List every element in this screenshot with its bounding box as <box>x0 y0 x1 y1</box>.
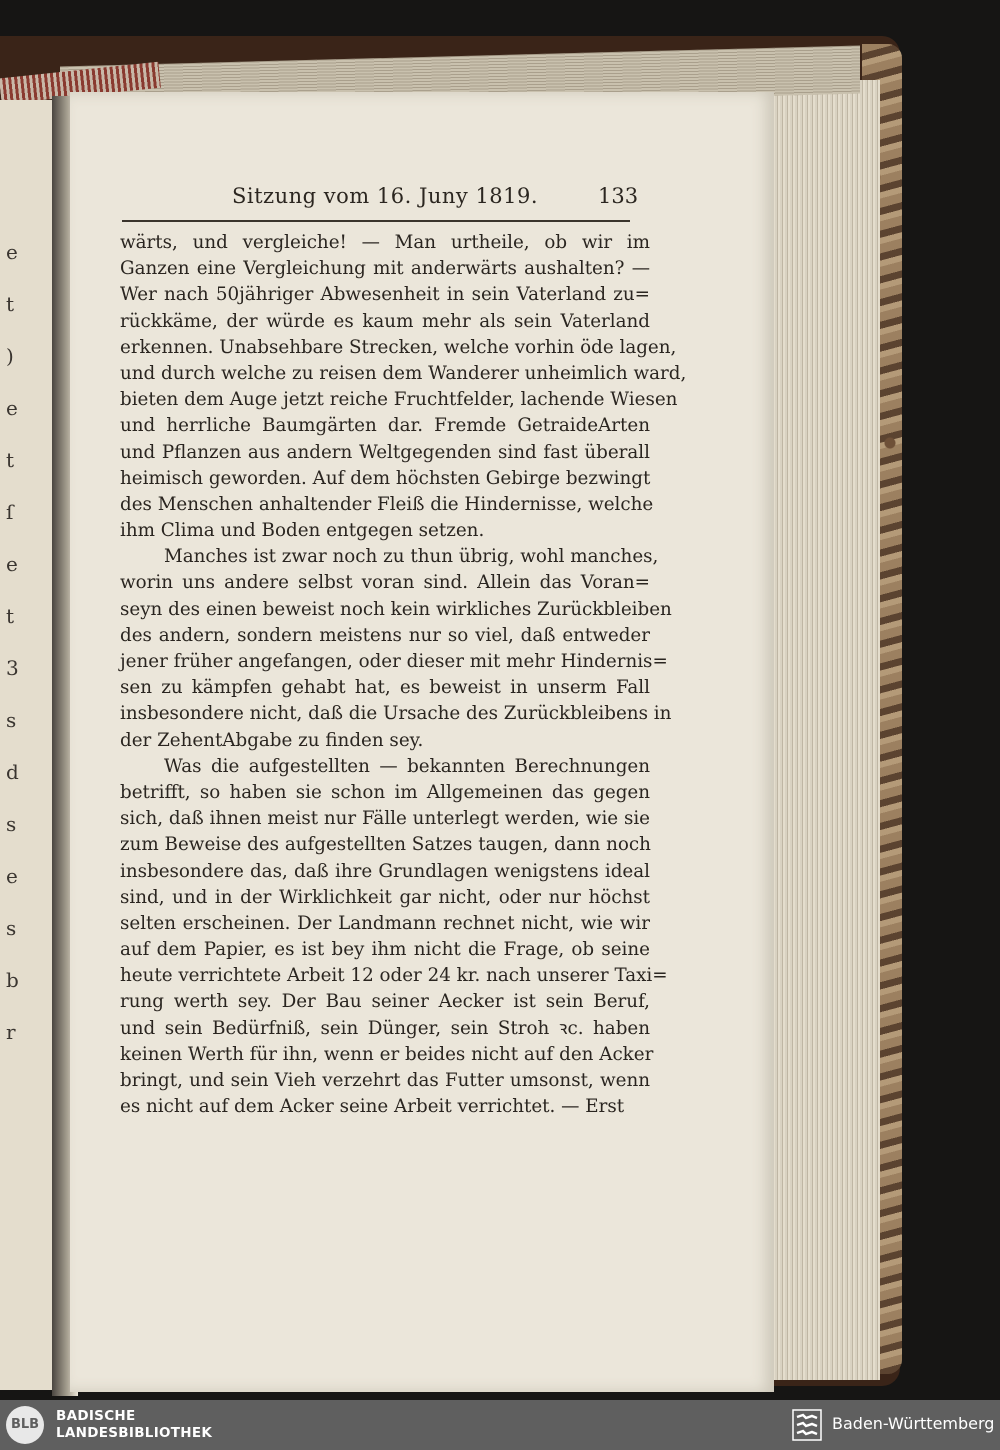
text-line: insbesondere das, daß ihre Grundlagen wenigstens ideal <box>120 860 650 882</box>
running-head: Sitzung vom 16. Juny 1819. <box>232 184 539 208</box>
library-name[interactable] <box>56 1408 212 1442</box>
text-line: rückkäme, der würde es kaum mehr als sein Vaterland <box>120 310 650 332</box>
text-line: Wer nach 50jähriger Abwesenheit in sein Vaterland zu= <box>120 284 650 306</box>
left-page-fragment: s <box>6 916 17 940</box>
text-line: rung werth sey. Der Bau seiner Aecker ist sein Beruf, <box>120 991 650 1013</box>
text-line: Was die aufgestellten — bekannten Berechnungen <box>164 755 650 777</box>
text-line: betrifft, so haben sie schon im Allgemeinen das gegen <box>120 781 650 803</box>
text-line: der ZehentAbgabe zu finden sey. <box>120 729 424 751</box>
text-line: sind, und in der Wirklichkeit gar nicht, oder nur höchst <box>120 886 650 908</box>
text-line: auf dem Papier, es ist bey ihm nicht die Frage, ob seine <box>120 939 650 961</box>
text-line: sen zu kämpfen gehabt hat, es beweist in unserm Fall <box>120 677 650 699</box>
left-page-fragment: t <box>6 604 15 628</box>
left-page-fragment: t <box>6 448 15 472</box>
text-line: ihm Clima und Boden entgegen setzen. <box>120 520 485 542</box>
page-number: 133 <box>598 184 639 208</box>
left-page-fragment: e <box>6 864 18 888</box>
text-line: jener früher angefangen, oder dieser mit mehr Hindernis= <box>120 651 668 672</box>
left-page-fragment: e <box>6 552 18 576</box>
text-line: und sein Bedürfniß, sein Dünger, sein Stroh ꝛc. haben <box>120 1017 650 1039</box>
text-line: worin uns andere selbst voran sind. Allein das Voran= <box>120 572 650 594</box>
left-page-fragment: e <box>6 240 18 264</box>
left-page-fragment: e <box>6 396 18 420</box>
body-text <box>120 230 687 1120</box>
text-line: Manches ist zwar noch zu thun übrig, wohl manches, <box>164 546 659 568</box>
text-line: seyn des einen beweist noch kein wirkliches Zurückbleiben <box>120 598 672 620</box>
left-page-fragment: s <box>6 812 17 836</box>
text-line: selten erscheinen. Der Landmann rechnet nicht, wie wir <box>120 912 650 934</box>
text-line: wärts, und vergleiche! — Man urtheile, ob wir im <box>120 232 650 253</box>
text-line: des andern, sondern meistens nur so viel, daß entweder <box>120 624 650 646</box>
text-line: Ganzen eine Vergleichung mit anderwärts aushalten? — <box>120 258 650 280</box>
text-line: heute verrichtete Arbeit 12 oder 24 kr. nach unserer Taxi= <box>120 965 668 987</box>
left-page-fragment: ) <box>6 344 14 368</box>
text-line: bringt, und sein Vieh verzehrt das Futter umsonst, wenn <box>120 1070 650 1091</box>
left-page-fragment: s <box>6 708 17 732</box>
blb-logo[interactable]: BLB <box>6 1406 44 1444</box>
left-page-fragment: b <box>6 968 19 992</box>
text-line: insbesondere nicht, daß die Ursache des Zurückbleibens in <box>120 703 672 725</box>
left-page-fragment: d <box>6 760 19 784</box>
text-line: sich, daß ihnen meist nur Fälle unterlegt werden, wie sie <box>120 808 650 830</box>
text-line: und Pflanzen aus andern Weltgegenden sind fast überall <box>120 441 650 463</box>
left-page-fragment: t <box>6 292 15 316</box>
state-name[interactable]: Baden-Württemberg <box>832 1414 995 1433</box>
text-line: heimisch geworden. Auf dem höchsten Gebirge bezwingt <box>120 467 651 489</box>
text-line: und durch welche zu reisen dem Wanderer unheimlich ward, <box>120 362 687 384</box>
text-line: und herrliche Baumgärten dar. Fremde GetraideArten <box>120 415 650 437</box>
header-rule <box>122 220 630 222</box>
text-line: bieten dem Auge jetzt reiche Fruchtfelder, lachende Wiesen <box>120 389 678 411</box>
state-emblem-icon[interactable] <box>792 1408 822 1442</box>
text-line: keinen Werth für ihn, wenn er beides nicht auf den Acker <box>120 1043 654 1065</box>
page-block-edge <box>770 80 880 1380</box>
text-line: erkennen. Unabsehbare Strecken, welche vorhin öde lagen, <box>120 336 677 358</box>
text-line: es nicht auf dem Acker seine Arbeit verrichtet. — Erst <box>120 1096 625 1118</box>
library-name-line1: BADISCHE <box>56 1408 136 1424</box>
left-page-fragment: ſ <box>6 500 14 524</box>
text-line: zum Beweise des aufgestellten Satzes taugen, dann noch <box>120 834 651 856</box>
left-page-fragment: 3 <box>6 656 19 680</box>
text-line: des Menschen anhaltender Fleiß die Hindernisse, welche <box>120 493 654 515</box>
left-page-fragment: r <box>6 1020 16 1044</box>
footer-bar <box>0 1400 1000 1450</box>
library-name-line2: LANDESBIBLIOTHEK <box>56 1425 213 1441</box>
